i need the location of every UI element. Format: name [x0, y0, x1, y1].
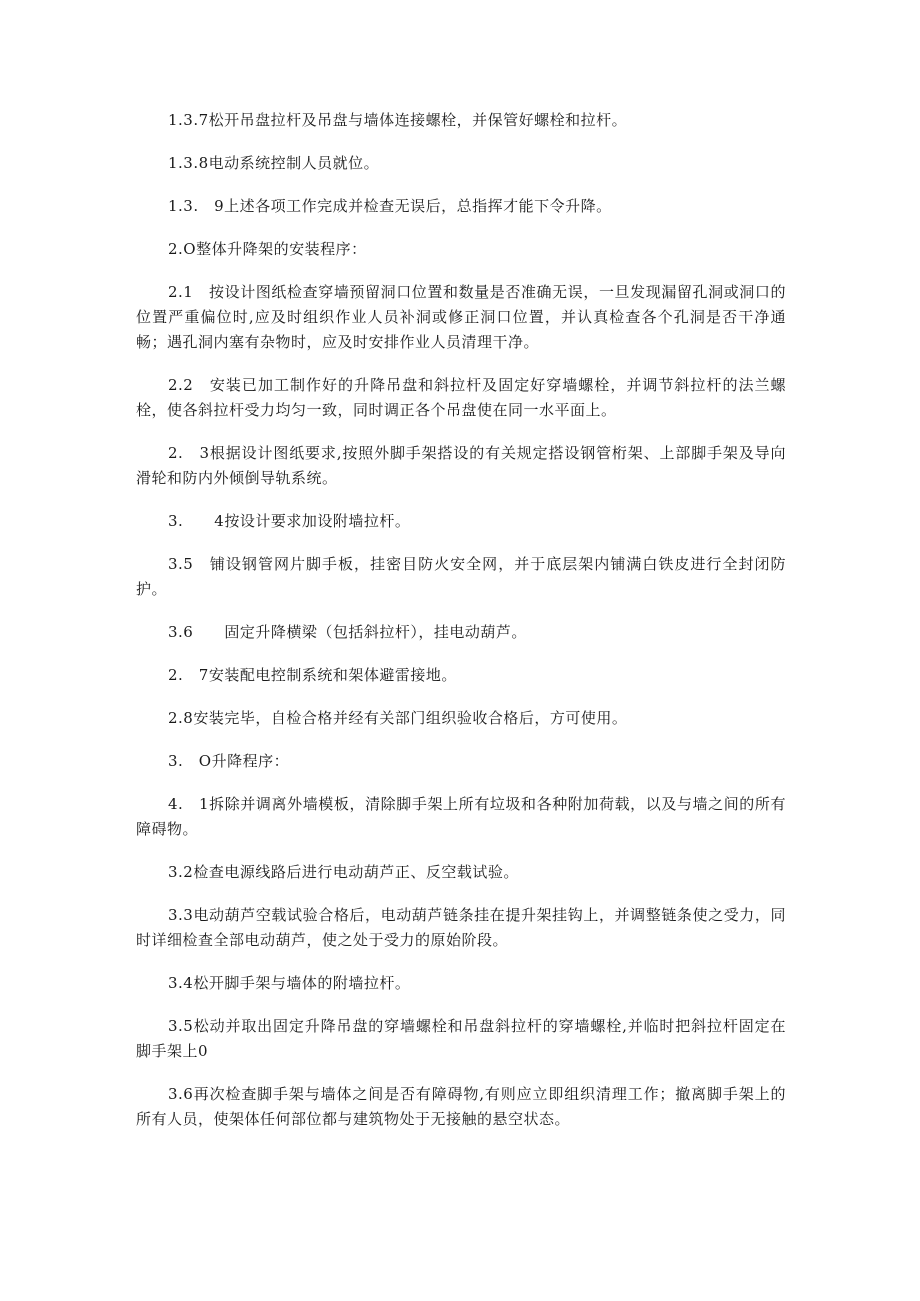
paragraph-3-6-lifting-beam: 3.6 固定升降横梁（包括斜拉杆），挂电动葫芦。 [168, 623, 527, 641]
paragraph-2-8: 2.8安装完毕，自检合格并经有关部门组织验收合格后，方可使用。 [168, 709, 628, 727]
paragraph-4-1: 4. 1拆除并调离外墙模板，清除脚手架上所有垃圾和各种附加荷载，以及与墙之间的所有障碍物。 [136, 795, 786, 838]
paragraph-2-7: 2. 7安装配电控制系统和架体避雷接地。 [168, 666, 457, 684]
section-heading-installation: 2.O整体升降架的安装程序： [168, 240, 367, 258]
paragraph-3-5: 3.5松动并取出固定升降吊盘的穿墙螺栓和吊盘斜拉杆的穿墙螺栓,并临时把斜拉杆固定在脚手架上0 [136, 1017, 786, 1060]
paragraph-3-2: 3.2检查电源线路后进行电动葫芦正、反空载试验。 [168, 863, 519, 881]
paragraph-2-2: 2.2 安装已加工制作好的升降吊盘和斜拉杆及固定好穿墙螺栓，并调节斜拉杆的法兰螺栓，使各斜拉杆受力均匀一致，同时调正各个吊盘使在同一水平面上。 [136, 376, 786, 419]
paragraph-2-3: 2. 3根据设计图纸要求,按照外脚手架搭设的有关规定搭设钢管桁架、上部脚手架及导向滑轮和防内外倾倒导轨系统。 [136, 444, 786, 487]
document-page [136, 108, 786, 1150]
paragraph-3-5-scaffold-boards: 3.5 铺设钢管网片脚手板，挂密目防火安全网，并于底层架内铺满白铁皮进行全封闭防护。 [136, 555, 786, 598]
paragraph-3-6: 3.6再次检查脚手架与墙体之间是否有障碍物,有则应立即组织清理工作；撤离脚手架上的所有人员，使架体任何部位都与建筑物处于无接触的悬空状态。 [136, 1085, 786, 1128]
paragraph-3-4: 3.4松开脚手架与墙体的附墙拉杆。 [168, 974, 411, 992]
paragraph-1-3-9: 1.3. 9上述各项工作完成并检查无误后，总指挥才能下令升降。 [168, 197, 612, 215]
paragraph-3-3: 3.3电动葫芦空载试验合格后，电动葫芦链条挂在提升架挂钩上，并调整链条使之受力，同时详细检查全部电动葫芦，使之处于受力的原始阶段。 [136, 906, 786, 949]
paragraph-1-3-8: 1.3.8电动系统控制人员就位。 [168, 154, 380, 172]
paragraph-2-1: 2.1 按设计图纸检查穿墙预留洞口位置和数量是否准确无误，一旦发现漏留孔洞或洞口的位置严重偏位时,应及时组织作业人员补洞或修正洞口位置，并认真检查各个孔洞是否干净通畅；遇孔洞内塞有杂物时，应及时安排作业人员清理干净。 [136, 283, 786, 351]
paragraph-3-4-attach-rods: 3. 4按设计要求加设附墙拉杆。 [168, 512, 411, 530]
paragraph-1-3-7: 1.3.7松开吊盘拉杆及吊盘与墙体连接螺栓，并保管好螺栓和拉杆。 [168, 111, 628, 129]
section-heading-lifting: 3. O升降程序： [168, 752, 290, 770]
